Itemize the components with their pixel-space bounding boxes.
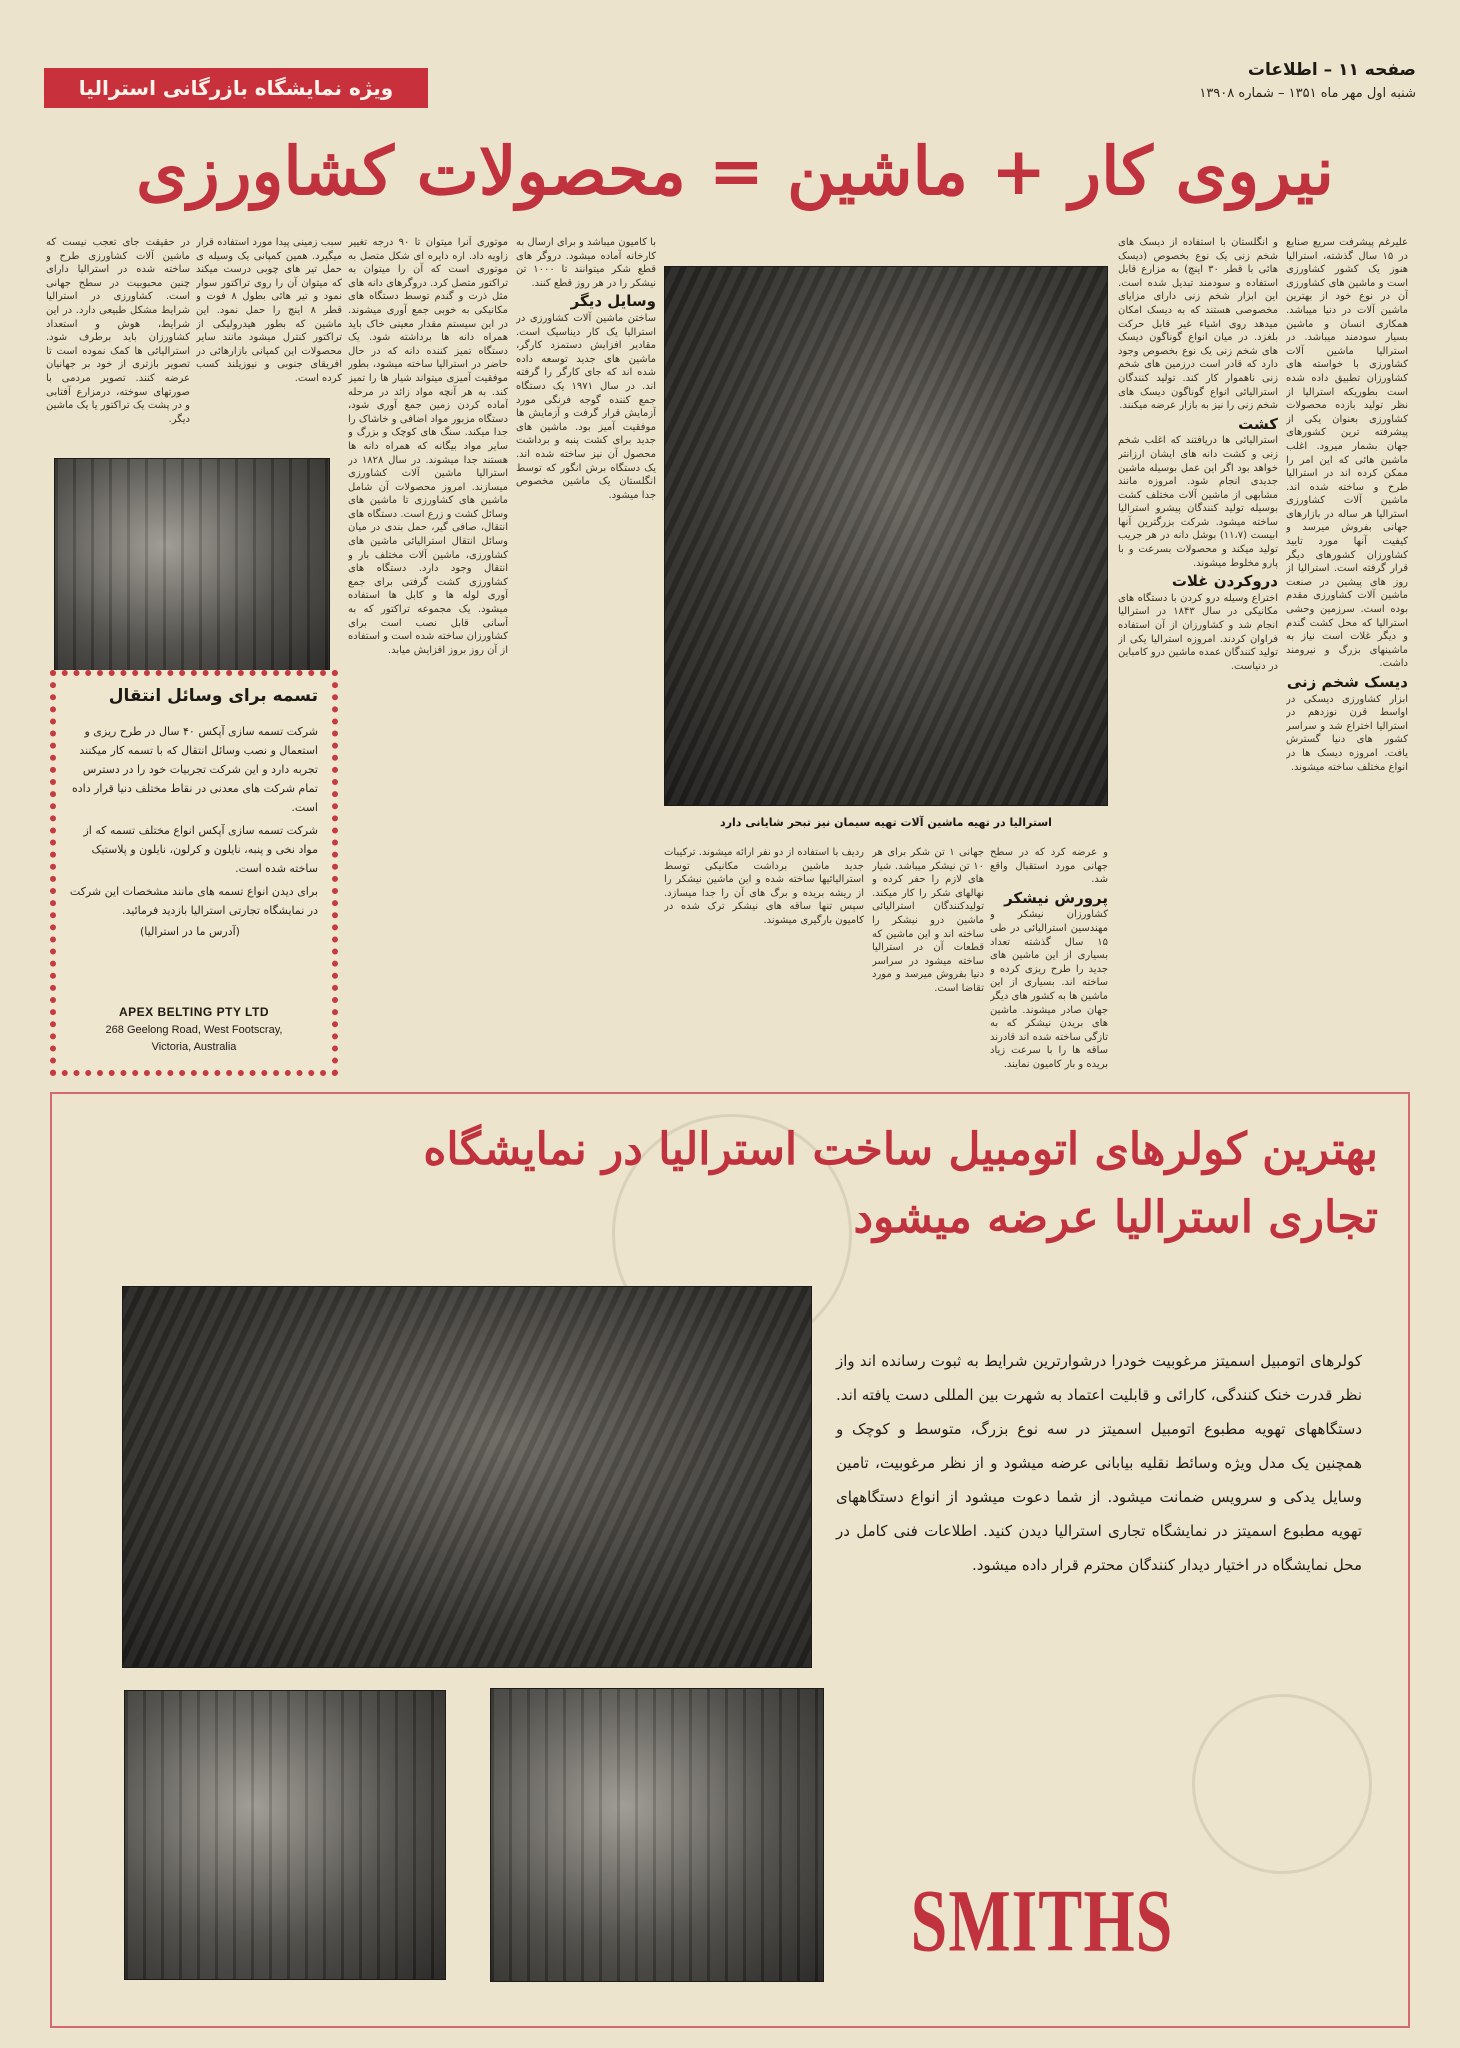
smiths-ad-headline-2: تجاری استرالیا عرضه میشود: [853, 1192, 1378, 1243]
apex-belting-ad: [50, 670, 338, 1076]
subheading: دروکردن غلات: [1171, 572, 1278, 591]
apex-address-line: 268 Geelong Road, West Footscray,: [105, 1024, 283, 1036]
subheading: وسایل دیگر: [570, 292, 656, 311]
apex-company-name: APEX BELTING PTY LTD: [118, 1005, 269, 1019]
main-headline: نیروی کار + ماشین = محصولات کشاورزی: [136, 132, 1334, 210]
column-text: و انگلستان با استفاده از دیسک های شخم زنی یک نوع بخصوص (دیسک هائی با قطر ۳۰ اینچ) به مزارع قابل استفاده و سودمند تبدیل شده است. این ابزار شخم زنی دارای مزایای مخصوصی هستند که به دیسک امکان میدهد روی اشیاء غیر قابل حرکت بلغزد. در میان انواع گوناگون دیسک های شخم زنی یک نوع بخصوص وجود دارد که قادر است درزمین های شخم زنی ناهموار کار کند. تولید کنندگان استرالیائی انواع گوناگون دیسک های شخم زنی را نیز به بازار عرضه میکنند.: [1118, 237, 1278, 412]
dashboard-cooler-photo: [124, 1690, 446, 1980]
issue-date-line: شنبه اول مهر ماه ۱۳۵۱ – شماره ۱۳۹۰۸: [1199, 86, 1416, 101]
article-column-1: [1286, 236, 1408, 1076]
column-text: اختراع وسیله درو کردن با دستگاه های مکانیکی در سال ۱۸۴۳ در استرالیا انجام شد و کشاورزان از آن استفاده فراوان کردند. امروزه استرالیا یکی از تولید کنندگان عمده ماشین درو کامباین در دنیاست.: [1118, 592, 1278, 672]
column-text: ردیف با استفاده از دو نفر ارائه میشوند. ترکیبات جدید ماشین برداشت مکانیکی توسط استرالیائیها ساخته شده و این ماشین نیشکر را از ریشه بریده و برگ های آن را جدا میسازد. سپس تنها ساقه های نیشکر ترک شده در کامیون بارگیری میشوند.: [664, 847, 864, 926]
article-column-4: [872, 846, 984, 1076]
cement-machinery-photo: [664, 266, 1108, 806]
smiths-brand-logo: SMITHS: [910, 1872, 1174, 1971]
smiths-ad-body: کولرهای اتومبیل اسمیتز مرغوبیت خودرا درشوارترین شرایط به ثبوت رسانده اند واز نظر قدرت خنک کنندگی، کارائی و قابلیت اعتماد به شهرت بین المللی دست یافته اند. دستگاههای تهویه مطبوع اتومبیل اسمیتز در سه نوع بزرگ، متوسط و کوچک و همچنین یک مدل ویژه وسائط نقلیه بیابانی عرضه میشود و از نظر مرغوبیت، تامین وسایل یدکی و سرویس ضمانت میشود. از شما دعوت میشود از انواع دستگاههای تهویه مطبوع اسمیتز در نمایشگاه تجاری استرالیا دیدن کنید. اطلاعات فنی کامل در محل نمایشگاه در اختیار دیدار کنندگان محترم قرار داده میشود.: [836, 1352, 1362, 1574]
column-text: موتوری آنرا میتوان تا ۹۰ درجه تغییر زاویه داد. اره دایره ای شکل متصل به موتوری است که آن را میتوان به تراکتور متصل کرد. دروگرهای دانه های مثل ذرت و گندم توسط دستگاه های مکانیکی به خوبی جمع آوری میشوند. در این سیستم مقدار معینی خاک باید همراه دانه ها برداشته شود. یک دستگاه تمیز کننده دانه که در حال حاضر در استرالیا ساخته میشود، بطور موفقیت آمیزی میتواند شیار ها را تمیز کند. به هر آنچه مواد زائد در مرحله آماده کردن زمین جمع آوری شود، دستگاه مزبور مواد اضافی و خاشاک را جدا میکند. سنگ های کوچک و بزرگ و سایر مواد بیگانه که همراه دانه ها هستند جدا میشوند. در سال ۱۸۲۸ در استرالیا ماشین آلات کشاورزی میسازند. امروز محصولات آن شامل ماشین های کشاورزی تا ماشین های وسائل کشت و زرع است.: [348, 237, 508, 520]
column-text: علیرغم پیشرفت سریع صنایع در ۱۵ سال گذشته، استرالیا هنوز یک کشور کشاورزی است و ماشین های کشاورزی آن در نوع خود از بهترین ماشین آلات در دنیا میباشد. همکاری انسان و ماشین بسیار سودمند میباشد. در استرالیا ماشین آلات کشاورزی با خواسته های کشاورزان تطبیق داده شده است بطوریکه استرالیا از نظر تولید بازده محصولات کشاورزی بعنوان یکی از پیشرفته ترین کشورهای جهان بشمار میرود. اغلب ماشین هائی که این امر را ممکن کرده اند در استرالیا طرح و ساخته شده اند. ماشین آلات کشاورزی استرالیا هر ساله در بازارهای جهانی بفروش میرسد و کیفیت آنها مورد تایید کشاورزان کشورهای دیگر قرار گرفته است. استرالیا از روز های پیشین در صنعت ماشین آلات کشاورزی مقدم بوده است. سرزمین وحشی استرالیا که محل کشت گندم و دیگر غلات است نیاز به ماشینهای بزرگ و نیرومند داشت.: [1286, 237, 1408, 670]
apex-ad-title: تسمه برای وسائل انتقال: [108, 686, 318, 706]
article-column-6: [516, 236, 656, 1076]
column-text: دستگاه های انتقال، صافی گیر، حمل بندی در میان وسائل انتقال استرالیائی ماشین های کشاورزی، ماشین آلات مختلف بار و انتقال وجود دارد. دستگاه های کشاورزی کشت گرفتی برای جمع آوری لوله ها و کابل ها استفاده میشود. یک مجموعه تراکتور که به آسانی قابل نصب است برای کشاورزان ساخته شده است و استفاده از آن روز بروز افزایش میابد.: [348, 508, 508, 656]
photo-caption: استرالیا در تهیه ماشین آلات تهیه سیمان نیز تبحر شایانی دارد: [720, 816, 1052, 829]
smiths-ad: [50, 1092, 1410, 2028]
article-column-9: [46, 236, 190, 436]
woman-driving-photo: [122, 1286, 812, 1668]
watermark-decoration: [1192, 1694, 1372, 1874]
column-text: سبب زمینی پیدا مورد استفاده قرار میگیرد. همین کمپانی یک وسیله ی حمل تیر های چوبی درست میکند که میتوان آن را روی تراکتور سوار نمود و تیر هائی بطول ۸ فوت و قطر ۸ اینچ را حمل نمود. این ماشین که بطور هیدرولیکی از تراکتور کنترل میشود مانند سایر محصولات این کمپانی بازارهائی در افریقای جنوبی و نیوزیلند کسب کرده است.: [196, 237, 342, 384]
column-text: در حقیقت جای تعجب نیست که ماشین آلات کشاورزی طرح و ساخته شده در استرالیا دارای چنین محبوبیت در سطح جهانی است. کشاورزی در استرالیا شرایط مشکل طبیعی دارد. در این شرایط، هوش و استعداد کشاورزان باید برطرف شود. استرالیائی ها کمک نموده است تا تصویر بازتری از خود بر جهانیان عرضه کنند. تصویر مردمی با صورتهای سوخته، درمزارع آفتابی و در پشت یک تراکتور یا یک ماشین دیگر.: [46, 237, 190, 425]
apex-ad-paragraph: شرکت تسمه سازی آپکس انواع مختلف تسمه که از مواد نخی و پنبه، نایلون و کرلون، نایلون و پلاستیک ساخته شده است.: [83, 824, 318, 875]
column-text: ابزار کشاورزی دیسکی در اواسط قرن نوزدهم در استرالیا اختراع شد و سراسر کشور های دنیا گسترش یافت. امروزه دیسک ها در انواع مختلف ساخته میشوند.: [1286, 693, 1408, 773]
apex-ad-english-address: [66, 1004, 322, 1056]
column-text: با کامیون میباشد و برای ارسال به کارخانه آماده میشود. دروگر های قطع شکر میتوانند تا ۱۰۰۰ تن نیشکر را در هر روز قطع کنند.: [516, 237, 656, 289]
subheading: پرورش نیشکر: [1004, 888, 1108, 907]
smiths-ad-headline-1: بهترین کولرهای اتومبیل ساخت استرالیا در نمایشگاه: [423, 1124, 1378, 1175]
article-column-8: [196, 236, 342, 436]
article-column-2: [1118, 236, 1278, 1076]
column-text: ساختن ماشین آلات کشاورزی در استرالیا یک کار دیناسیک است. مقادیر افزایش دستمزد کارگر، ماشین های جدید توسعه داده شده اند که جای کارگر را گرفته اند. در سال ۱۹۷۱ یک دستگاه جمع کننده گوجه فرنگی مورد آزمایش قرار گرفت و آزمایش ها موفقیت آمیز بود. ماشین های جدید برای کشت پنبه و برداشت محصول آن نیز ساخته شده اند. یک دستگاه برش انگور که توسط انگلستان یک ماشین مخصوص جدا میشود.: [516, 312, 656, 501]
column-text: استرالیائی ها دریافتند که اغلب شخم زنی و کشت دانه های ایشان ارزانتر خواهد بود اگر این عمل بوسیله ماشین جدیدی انجام شود. امروزه مانند مشابهی از ماشین آلات مختلف کشت بوسیله تولید کنندگان پیشرو استرالیا ساخته میشود. شرکت بزرگترین آنها ابیست (۱۱،۷) بوشل دانه در هر جریب تولید میکند و محصولات بسرعت و با پارو مخلوط میشوند.: [1118, 435, 1278, 569]
apex-ad-paragraph: برای دیدن انواع تسمه های مانند مشخصات این شرکت در نمایشگاه تجارتی استرالیا بازدید فرمائید.: [69, 885, 318, 917]
special-section-tag: ویژه نمایشگاه بازرگانی استرالیا: [44, 68, 428, 108]
page-number-line: صفحه ۱۱ – اطلاعات: [1247, 60, 1416, 80]
conveyor-belt-photo: [54, 458, 330, 676]
subheading: کشت: [1238, 414, 1278, 433]
column-text: کشاورزان نیشکر و مهندسین استرالیائی در طی ۱۵ سال گذشته تعداد بسیاری از این ماشین های جدید را طرح ریزی کرده و ساخته اند. بسیاری از این ماشین ها به کشور های دیگر جهان صادر میشوند. ماشین های بریدن نیشکر که به تازگی ساخته شده اند قادرند ساقه ها را با سرعت زیاد بریده و بار کامیون نمایند.: [990, 909, 1108, 1070]
column-text: جهانی ۱ تن شکر برای هر ۱۰ تن نیشکر میباشد. شیار های لازم را حفر کرده و نهالهای شکر را کار میکند. تولیدکنندگان استرالیائی ماشین درو نیشکر را ساخته اند و این ماشین که قطعات آن در استرالیا ساخته میشود در سراسر دنیا بفروش میرسد و مورد تقاضا است.: [872, 847, 984, 994]
apex-ad-address-label: (آدرس ما در استرالیا): [140, 925, 240, 938]
article-column-5: [664, 846, 864, 1076]
subheading: دیسک شخم زنی: [1286, 673, 1408, 691]
apex-address-line: Victoria, Australia: [151, 1041, 237, 1053]
article-column-7: [348, 236, 508, 1076]
article-column-3: [990, 846, 1108, 1076]
apex-ad-paragraph: شرکت تسمه سازی آپکس ۴۰ سال در طرح ریزی و استعمال و نصب وسائل انتقال که با تسمه کار میکنند تجربه دارد و این شرکت تجربیات خود را در دسترس تمام شرکت های معدنی در نقاط مختلف دنیا قرار داده است.: [72, 725, 318, 814]
dashboard-cooler-photo: [490, 1688, 824, 1982]
column-text: و عرضه کرد که در سطح جهانی مورد استقبال واقع شد.: [990, 847, 1108, 886]
apex-ad-text: [62, 722, 318, 941]
